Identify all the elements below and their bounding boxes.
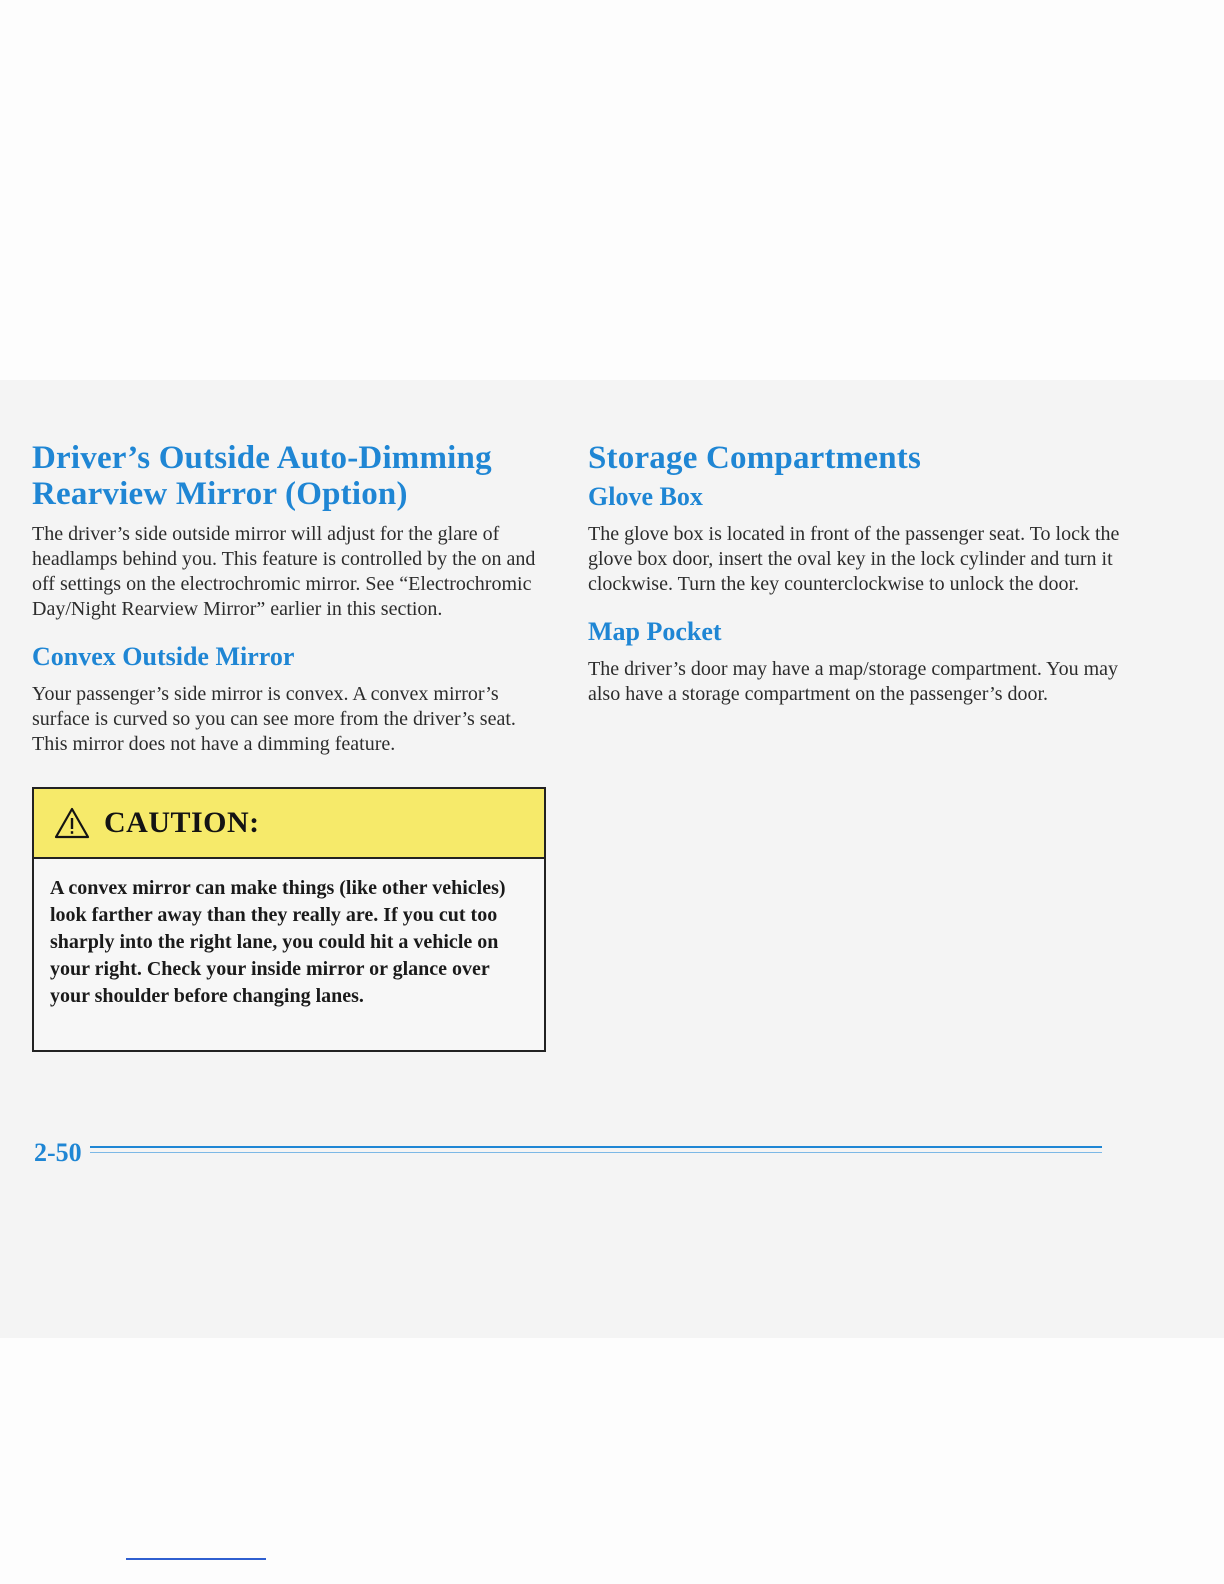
left-column: [32, 440, 552, 757]
storage-compartments-heading: Storage Compartments: [588, 440, 922, 476]
map-pocket-heading: Map Pocket: [588, 617, 722, 646]
caution-title: CAUTION:: [104, 806, 260, 839]
glove-box-heading: Glove Box: [588, 482, 703, 511]
right-column: [588, 440, 1128, 707]
map-pocket-paragraph: The driver’s door may have a map/storage compartment. You may also have a storage compartment on the passenger’s door.: [588, 658, 1119, 705]
auto-dimming-mirror-paragraph: The driver’s side outside mirror will adjust for the glare of headlamps behind you. This feature is controlled by the on and off settings on the electrochromic mirror. See “Electrochromic Day/Night Rearview Mirror” earlier in this section.: [32, 523, 536, 620]
glove-box-paragraph: The glove box is located in front of the passenger seat. To lock the glove box door, insert the oval key in the lock cylinder and turn it clockwise. Turn the key counterclockwise to unlock the door.: [588, 523, 1120, 595]
caution-text: A convex mirror can make things (like other vehicles) look farther away than they really are. If you cut too sharply into the right lane, you could hit a vehicle on your right. Check your inside mirror or glance over your shoulder before changing lanes.: [50, 877, 506, 1007]
page-number: 2-50: [34, 1138, 82, 1167]
caution-box: [32, 787, 546, 1052]
convex-mirror-heading: Convex Outside Mirror: [32, 642, 295, 671]
caution-header: [34, 789, 544, 859]
auto-dimming-mirror-heading: Driver’s Outside Auto-Dimming Rearview Mirror (Option): [32, 440, 492, 512]
warning-triangle-icon: [54, 807, 90, 839]
bottom-link-underline: [126, 1558, 266, 1560]
page-footer: [32, 1138, 1102, 1168]
footer-rule: [90, 1146, 1102, 1155]
convex-mirror-paragraph: Your passenger’s side mirror is convex. A convex mirror’s surface is curved so you can see more from the driver’s seat. This mirror does not have a dimming feature.: [32, 683, 516, 755]
